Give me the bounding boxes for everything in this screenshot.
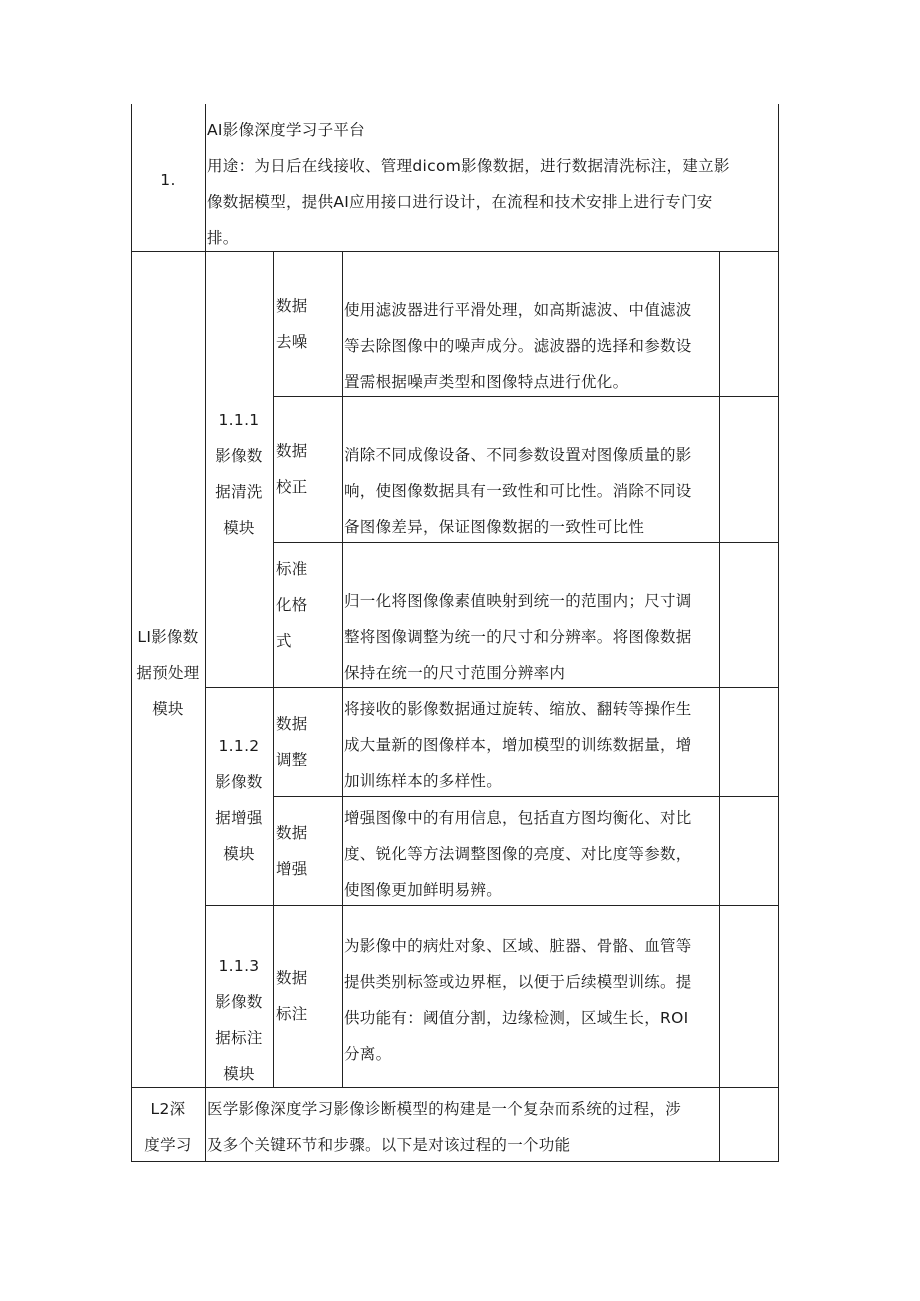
item-annotate-name: 数据 标注 (276, 969, 308, 1023)
col2-right-border (273, 251, 274, 1088)
item-normalize-name: 标准 化格 式 (276, 560, 308, 650)
module-l1-label: LI影像数 据预处理 模块 (136, 628, 200, 718)
col4-right-border (719, 251, 720, 1162)
row1-number: 1. (160, 171, 176, 189)
item-normalize-description: 归一化将图像像素值映射到统一的范围内；尺寸调 整将图像调整为统一的尺寸和分辨率。将图像数据 保持在统一的尺寸范围分辨率内 (344, 592, 692, 682)
item-enhance-name: 数据 增强 (276, 824, 308, 878)
row1-description (207, 112, 775, 256)
module-l2-label: L2深 度学习 (144, 1100, 192, 1154)
item-adjust-description: 将接收的影像数据通过旋转、缩放、翻转等操作生 成大量新的图像样本，增加模型的训练数据量，增 加训练样本的多样性。 (344, 700, 692, 790)
submodule-1-1-1-label: 1.1.1 影像数 据清洗 模块 (215, 411, 263, 537)
item-adjust-name: 数据 调整 (276, 715, 308, 769)
col3-right-border (342, 251, 343, 1088)
module-l2-description: 医学影像深度学习影像诊断模型的构建是一个复杂而系统的过程，涉 及多个关键环节和步骤。以下是对该过程的一个功能 (207, 1100, 682, 1154)
row1-title: AI影像深度学习子平台 (207, 121, 365, 139)
item-enhance-description: 增强图像中的有用信息，包括直方图均衡化、对比 度、锐化等方法调整图像的亮度、对比度等参数， 使图像更加鲜明易辨。 (344, 809, 692, 899)
row1-line: 像数据模型，提供AI应用接口进行设计，在流程和技术安排上进行专门安 (207, 193, 713, 211)
item-annotate-description: 为影像中的病灶对象、区域、脏器、骨骼、血管等 提供类别标签或边界框，以便于后续模型训练。提 供功能有：阈值分割，边缘检测，区域生长，ROI 分离。 (344, 937, 692, 1063)
row1-line: 排。 (207, 229, 239, 247)
row1-line: 用途：为日后在线接收、管理dicom影像数据，进行数据清洗标注，建立影 (207, 157, 730, 175)
item-correct-name: 数据 校正 (276, 442, 308, 496)
item-correct-description: 消除不同成像设备、不同参数设置对图像质量的影 响，使图像数据具有一致性和可比性。消除不同设 备图像差异，保证图像数据的一致性可比性 (344, 446, 692, 536)
submodule-1-1-2-label: 1.1.2 影像数 据增强 模块 (215, 737, 263, 863)
table-right-border (778, 104, 779, 1162)
item-denoise-name: 数据 去噪 (276, 297, 308, 351)
item-denoise-description: 使用滤波器进行平滑处理，如高斯滤波、中值滤波 等去除图像中的噪声成分。滤波器的选择和参数设 置需根据噪声类型和图像特点进行优化。 (344, 301, 692, 391)
submodule-1-1-3-label: 1.1.3 影像数 据标注 模块 (215, 957, 263, 1083)
